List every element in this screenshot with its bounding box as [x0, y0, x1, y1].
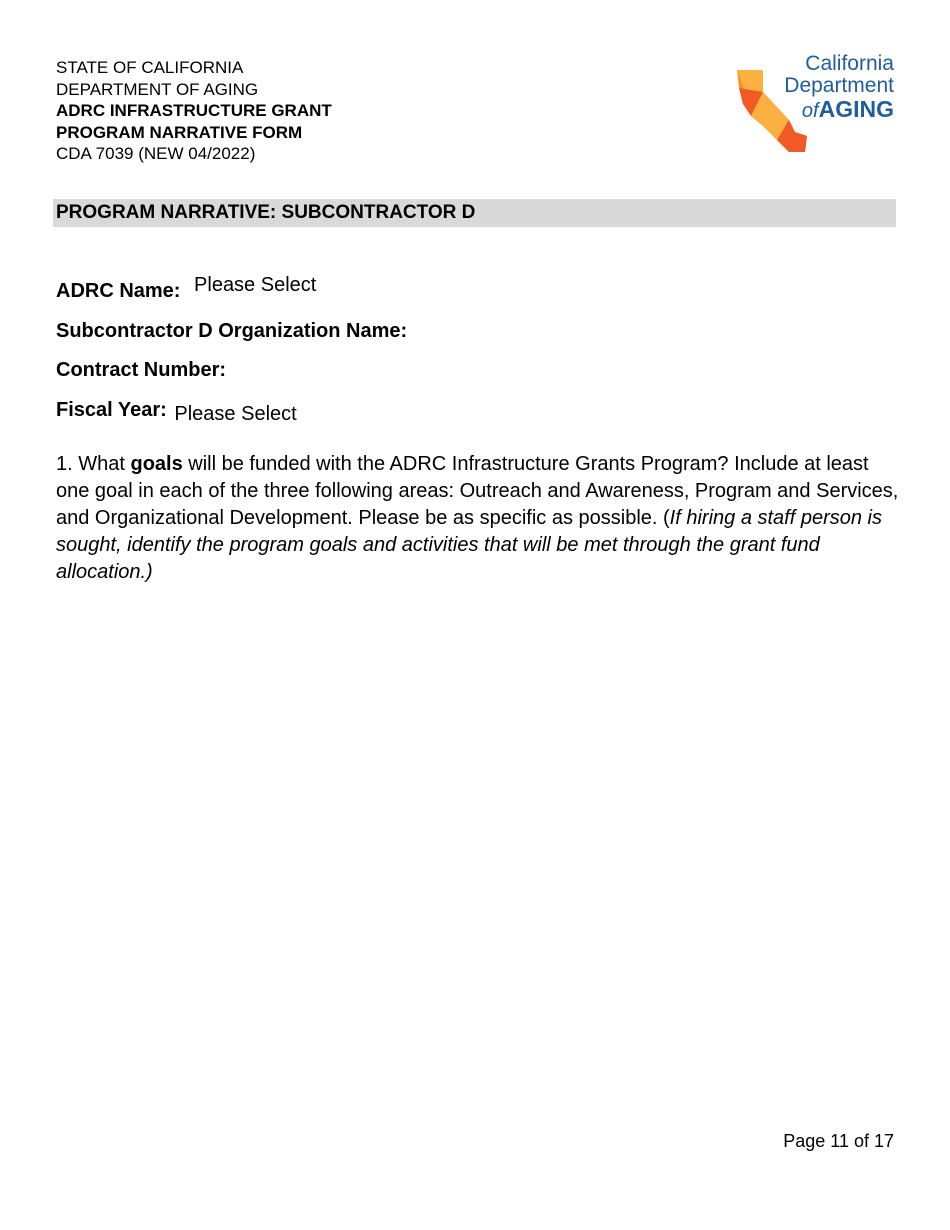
header-form-title: PROGRAM NARRATIVE FORM	[56, 122, 303, 142]
header-state: STATE OF CALIFORNIA	[56, 58, 244, 77]
header-department: DEPARTMENT OF AGING	[56, 79, 259, 99]
adrc-name-select[interactable]: Please Select	[194, 274, 317, 296]
org-name-label: Subcontractor D Organization Name:	[56, 320, 408, 342]
section-banner: PROGRAM NARRATIVE: SUBCONTRACTOR D	[53, 199, 896, 227]
fiscal-year-field	[56, 399, 297, 426]
question-1-body: will be funded with the ADRC Infrastructure Grants Program? Include at least one goal in each of the three following areas: Outreach and Awareness, Program and Services, and Organizational Development. Please be as specific as possible. (	[56, 453, 899, 529]
page-number: Page 11 of 17	[783, 1131, 894, 1151]
adrc-name-field	[56, 274, 316, 303]
logo-aging-text: AGING	[818, 96, 894, 122]
question-1-italic: If hiring a staff person is sought, identify the program goals and activities that will be met through the grant fund allocation.)	[56, 507, 882, 583]
question-1-prefix: 1. What	[56, 453, 131, 475]
header-form-number: CDA 7039 (NEW 04/2022)	[56, 144, 256, 163]
question-1	[56, 451, 901, 586]
contract-number-field	[56, 359, 226, 382]
form-header	[56, 57, 332, 165]
org-name-field	[56, 320, 407, 343]
cda-logo	[733, 52, 898, 156]
header-grant-title: ADRC INFRASTRUCTURE GRANT	[56, 101, 332, 120]
logo-of-aging-text	[802, 96, 894, 123]
logo-of-text: of	[801, 100, 819, 122]
contract-number-label: Contract Number:	[56, 359, 227, 381]
logo-california-text: California	[805, 52, 894, 75]
fiscal-year-select[interactable]: Please Select	[174, 403, 297, 425]
fiscal-year-label: Fiscal Year:	[56, 399, 167, 421]
adrc-name-label: ADRC Name:	[56, 280, 181, 302]
question-1-bold: goals	[130, 453, 183, 475]
logo-department-text: Department	[784, 74, 894, 97]
